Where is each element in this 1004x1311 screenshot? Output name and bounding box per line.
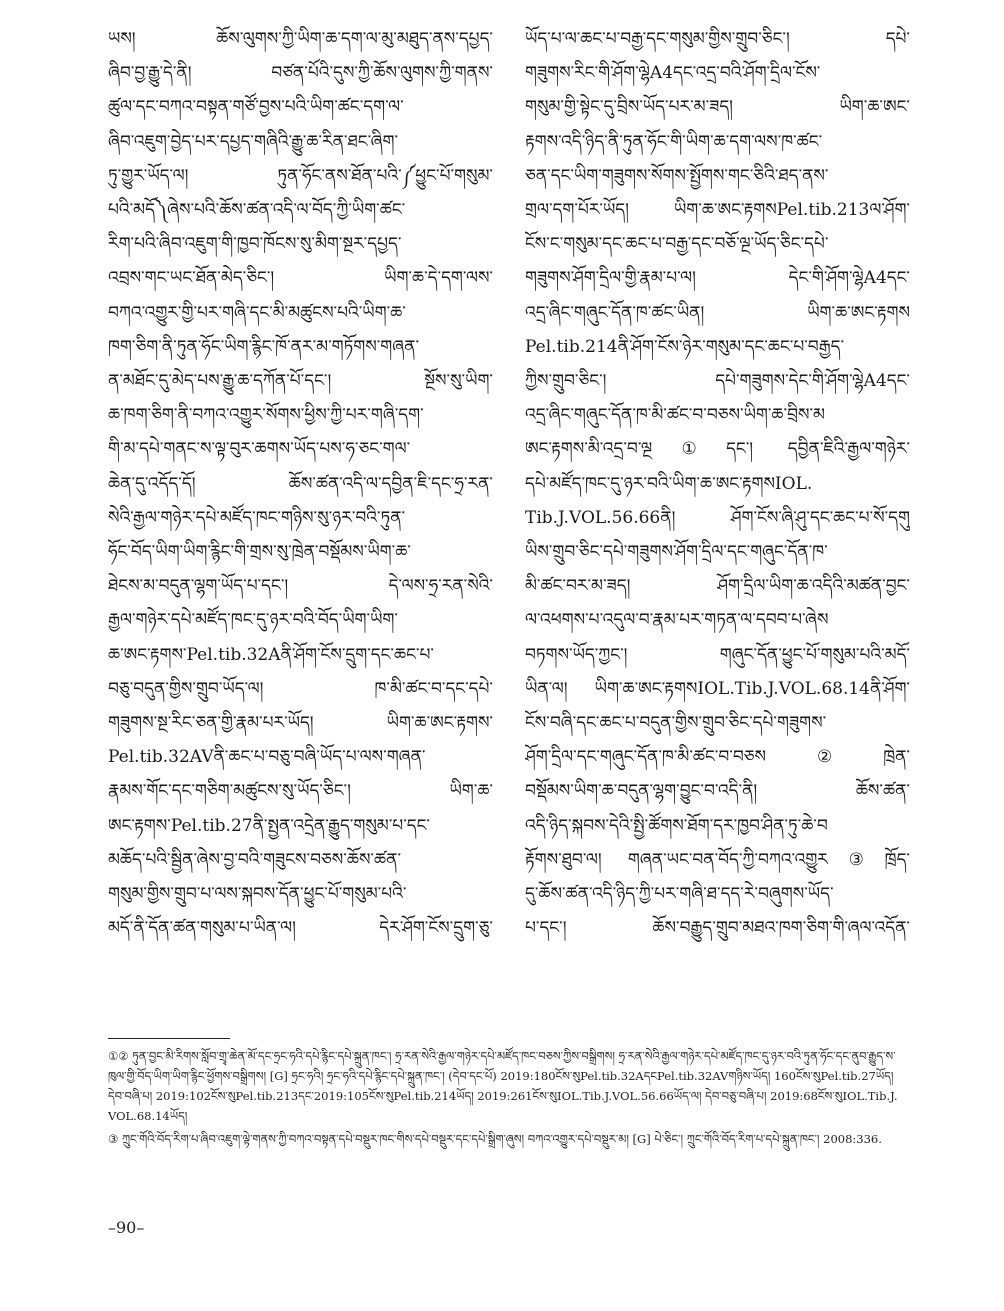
left-column-line: ཆེན་དུ་འདོད་དོ། ཆོས་ཚན་འདི་ལ་དབྱིན་ཇི་དང་ཧྲ་རན་ (108, 473, 493, 494)
footnote-1-2: ①② ཏུན་བྱང་མི་རིགས་སློབ་གྲྭ་ཆེན་མོ་དང་ཧྲང་ཧའི་དཔེ་རྙིང་དཔེ་སྐྲུན་ཁང་། ཧྲ་རན་སེའི་རྒྱལ་གཉེར་དཔེ་མཛོད་ཁང་བཅས་ཀྱིས་བསྒྲིགས། ཧྲ་རན་སེའི་རྒྱལ་གཉེར་དཔེ་མཛོད་ཁང་དུ་ཉར་བའི་ཏུན་ཧོང་དང་ནུབ་རྒྱུད་ས་ཁུལ་གྱི་བོད་ཡིག་ཡིག་རྙིང་ཕྱོགས་བསྒྲིགས། [G] ཧྲང་ཧའི། ཧྲང་ཧའི་དཔེ་རྙིང་དཔེ་སྐྲུན་ཁང་། (དེབ་དང་པོ) 2019:180ངོས་སུPel.tib.32AདངPel.tib.32AVགཉིས་ཡོད། 160ངོས་སུPel.tib.27ཡོད། དེབ་བཞི་པ། 2019:102ངོས་སུPel.tib.213དང་2019:105ངོས་སུPel.tib.214ཡོད། 2019:261ངོས་སུIOL.Tib.J.VOL.56.66ཡོད་ལ། དེབ་བཅུ་བཞི་པ། 2019:68ངོས་སུIOL.Tib.J.VOL.68.14ཡོད། (108, 1049, 898, 1123)
right-column-line: གཟུགས་ཤོག་དྲིལ་གྱི་རྣམ་པ་ལ། དེང་གི་ཤོག་ལྷེA4དང་ (525, 268, 910, 289)
left-column-line: ཞིབ་བྱ་རྒྱུ་དེ་ནི། བཙན་པོའི་དུས་ཀྱི་ཆོས་ལུགས་ཀྱི་གནས་ (108, 63, 493, 84)
right-column-line: འདི་ཉིད་སྐབས་དེའི་སྤྱི་ཚོགས་ཐོག་དར་ཁྱབ་ཤིན་ཏུ་ཆེ་བ (525, 815, 828, 836)
right-column-line: གསུམ་གྱི་སྟེང་དུ་བྲིས་ཡོད་པར་མ་ཟད། ཡིག་ཆ་ཨང་ (525, 97, 910, 118)
left-column-line: ཚུལ་དང་བཀའ་བསྟན་གཙོ་བྱས་པའི་ཡིག་ཚང་དག་ལ་ (108, 97, 404, 118)
right-column-line: ཨང་རྟགས་མི་འདྲ་བ་ལྔ①དང་། དབྱིན་ཇིའི་རྒྱལ་གཉེར་ (525, 439, 910, 460)
left-column-line: གཟུགས་སྔ་རིང་ཅན་གྱི་རྣམ་པར་ཡོད། ཡིག་ཆ་ཨང་རྟགས་ (108, 713, 493, 734)
right-column-line: ངོས་ང་གསུམ་དང་ཆང་པ་བརྒྱ་དང་བཅོ་ལྔ་ཡོད་ཅིང་དཔེ་ (525, 234, 829, 255)
right-column-line: ཡོད་པ་ལ་ཆང་པ་བརྒྱ་དང་གསུམ་གྱིས་གྲུབ་ཅིང་། དཔེ་ (525, 29, 910, 49)
left-column-line: ཆ་ཁག་ཅིག་ནི་བཀའ་འགྱུར་སོགས་ཕྱིས་ཀྱི་པར་གཞི་དག་ (108, 405, 424, 426)
left-column-line: ཐེངས་མ་བདུན་ལྷག་ཡོད་པ་དང་། དེ་ལས་ཧྲ་རན་སེའི་ (108, 576, 493, 597)
footnote-3: ③ ཀྲུང་གོའི་བོད་རིག་པ་ཞིབ་འཇུག་ལྟེ་གནས་ཀྱི་བཀའ་བསྟན་དཔེ་བསྡུར་ཁང་གིས་དཔེ་བསྡུར་དང་དཔེ་སྒྲིག་ཞུས། བཀའ་འགྱུར་དཔེ་བསྡུར་མ། [G] པེ་ཅིང་། ཀྲུང་གོའི་བོད་རིག་པ་དཔེ་སྐྲུན་ཁང་། 2008:336. (108, 1132, 882, 1146)
left-column-line: ཁག་ཅིག་ནི་ཏུན་ཧོང་ཡིག་རྙིང་ཁོ་ནར་མ་གཏོགས་གཞན་ (108, 336, 420, 357)
left-column-line: བཀའ་འགྱུར་གྱི་པར་གཞི་དང་མི་མཚུངས་པའི་ཡིག་ཆ་ (108, 302, 406, 323)
right-column-line: དཔེ་མཛོད་ཁང་དུ་ཉར་བའི་ཡིག་ཆ་ཨང་རྟགསIOL. (525, 473, 813, 494)
right-column-line: འདྲ་ཞིང་གཞུང་དོན་ཁ་ཚང་ཡིན། ཡིག་ཆ་ཨང་རྟགས (525, 302, 910, 323)
right-text-column (525, 22, 910, 945)
left-column-line: རིག་པའི་ཞིབ་འཇུག་གི་ཁྱབ་ཁོངས་སུ་མིག་སྔར་དཔྱད་ (108, 234, 402, 255)
left-column-line: འབྲས་གང་ཡང་ཐོན་མེད་ཅིང་། ཡིག་ཆ་དེ་དག་ལས་ (108, 268, 493, 289)
left-column-line: ཏུ་གྱུར་ཡོད་ལ། ཏུན་ཧོང་ནས་ཐོན་པའི་༼ཕྱུང་པོ་གསུམ་ (108, 165, 493, 186)
right-column-line: བསྡོམས་ཡིག་ཆ་བདུན་ལྷག་བྱུང་བ་འདི་ནི། ཆོས་ཚན་ (525, 781, 910, 802)
right-column-line: འདྲ་ཞིང་གཞུང་དོན་ཁ་མི་ཚང་བ་བཅས་ཡིག་ཆ་བྲིས་མ (525, 405, 825, 426)
left-column-line: སེའི་རྒྱལ་གཉེར་དཔེ་མཛོད་ཁང་གཉིས་སུ་ཉར་བའི་ཏུན་ (108, 507, 406, 528)
right-column-line: ཤོག་དྲིལ་དང་གཞུང་དོན་ཁ་མི་ཚང་བ་བཅས②ཁྲེན་ (525, 747, 910, 768)
right-column-line: ཅན་དང་ཡིག་གཟུགས་སོགས་སྤྱོགས་གང་ཅིའི་ཐད་ནས་ (525, 165, 829, 186)
page-number: –90– (108, 1218, 145, 1237)
footnote-separator-rule (108, 1038, 230, 1039)
right-column-line: རྟགས་འདི་ཉིད་ནི་ཏུན་ཧོང་གི་ཡིག་ཆ་དག་ལས་ཁ་ཚང་ (525, 131, 823, 152)
left-column-line: གི་མ་དཔེ་གནང་ས་ལྟ་བུར་ཆགས་ཡོད་པས་ཧ་ཅང་གལ་ (108, 439, 411, 460)
left-column-line: མཆོད་པའི་སྦྱིན་ཞེས་བྱ་བའི་གཟུངས་བཅས་ཆོས་ཚན་ (108, 849, 402, 870)
left-column-line: པའི་མདོ༽ཞེས་པའི་ཆོས་ཚན་འདི་ལ་བོད་ཀྱི་ཡིག་ཚང་ (108, 200, 406, 221)
right-column-line: མི་ཚང་བར་མ་ཟད། ཤོག་དྲིལ་ཡིག་ཆ་འདིའི་མཚན་བྱང་ (525, 576, 910, 597)
left-column-line: རྣམས་གོང་དང་གཅིག་མཚུངས་སུ་ཡོད་ཅིང་། ཡིག་ཆ་ (108, 781, 493, 802)
right-column-line: གྲལ་དག་པོར་ཡོད། ཡིག་ཆ་ཨང་རྟགསPel.tib.213ལ་ཤོག་ (525, 200, 910, 221)
left-column-line: Pel.tib.32AVནི་ཆང་པ་བཅུ་བཞི་ཡོད་པ་ལས་གཞན་ (108, 747, 426, 768)
right-column-line: ཡིས་གྲུབ་ཅིང་དཔེ་གཟུགས་ཤོག་དྲིལ་དང་གཞུང་དོན་ཁ་ (525, 542, 828, 563)
left-column-line: གསུམ་གྱིས་གྲུབ་པ་ལས་སྐབས་དོན་ཕྱུང་པོ་གསུམ་པའི་ (108, 884, 407, 905)
right-column-line: ལ་འཕགས་པ་འདུལ་བ་རྣམ་པར་གཏན་ལ་དབབ་པ་ཞེས (525, 610, 829, 631)
right-column-line: ངོས་བཞི་དང་ཆང་པ་བདུན་གྱིས་གྲུབ་ཅིང་དཔེ་གཟུགས་ (525, 713, 827, 734)
right-column-line: པ་དང་། ཆོས་བརྒྱུད་གྲུབ་མཐའ་ཁག་ཅིག་གི་ཞལ་འདོན་ (525, 918, 910, 939)
left-column-line: ཡས། ཆོས་ལུགས་ཀྱི་ཡིག་ཆ་དག་ལ་མུ་མཐུད་ནས་དཔྱད་ (108, 29, 493, 49)
right-column-line: Tib.J.VOL.56.66ནི། ཤོག་ངོས་ཞི་ཤུ་དང་ཆང་པ་སོ་དགུ (525, 507, 910, 528)
left-column-line: རྒྱལ་གཉེར་དཔེ་མཛོད་ཁང་དུ་ཉར་བའི་བོད་ཡིག་ཡིག་ (108, 610, 398, 631)
right-column-line: ཡིན་ལ། ཡིག་ཆ་ཨང་རྟགསIOL.Tib.J.VOL.68.14ནི་ཤོག་ (525, 678, 910, 699)
right-column-line: རྟོགས་ཐུབ་ལ། གཞན་ཡང་བན་བོད་ཀྱི་བཀའ་འགྱུར③ཁྲོད་ (525, 849, 910, 870)
left-column-line: ན་མཐོང་དུ་མེད་པས་རྒྱུ་ཆ་དཀོན་པོ་དང་། སྔོས་སུ་ཡིག་ (108, 371, 493, 392)
right-column-line: Pel.tib.214ནི་ཤོག་ངོས་ཉེར་གསུམ་དང་ཆང་པ་བརྒྱད་ (525, 336, 845, 357)
right-column-line: ཀྱིས་གྲུབ་ཅིང་། དཔེ་གཟུགས་དེང་གི་ཤོག་ལྷེA4དང་ (525, 371, 910, 392)
left-column-line: མདོ་ནི་དོན་ཚན་གསུམ་པ་ཡིན་ལ། དེར་ཤོག་ངོས་དྲུག་ཅུ་ (108, 918, 493, 939)
left-column-line: ཧོང་བོད་ཡིག་ཡིག་རྙིང་གི་གྲས་སུ་ཁྲེན་བསྡོམས་ཡིག་ཆ་ (108, 542, 411, 563)
left-column-line: ཆ་ཨང་རྟགས་Pel.tib.32Aནི་ཤོག་ངོས་དྲུག་དང་ཆང་པ་ (108, 644, 434, 665)
right-column-line: གཟུགས་རིང་གི་ཤོག་ལྷེA4དང་འདྲ་བའི་ཤོག་དྲིལ་ངོས་ (525, 63, 821, 84)
right-column-line: བཏགས་ཡོད་ཀྱང་། གཞུང་དོན་ཕྱུང་པོ་གསུམ་པའི་མདོ་ (525, 644, 910, 665)
right-column-line: དུ་ཆོས་ཚན་འདི་ཉིད་ཀྱི་པར་གཞི་ཐ་དད་རེ་བཞུགས་ཡོད་ (525, 884, 834, 905)
footnotes-block (108, 1046, 903, 1152)
left-column-line: ཞིབ་འཇུག་བྱེད་པར་དཔྱད་གཞིའི་རྒྱུ་ཆ་རིན་ཐང་ཞིག་ (108, 131, 399, 152)
left-text-column (108, 22, 493, 945)
left-column-line: ཨང་རྟགས་Pel.tib.27ནི་སྤྱན་འདྲེན་རྒྱུད་གསུམ་པ་དང་ (108, 815, 430, 836)
left-column-line: བཅུ་བདུན་གྱིས་གྲུབ་ཡོད་ལ། ཁ་མི་ཚང་བ་དང་དཔེ་ (108, 678, 493, 699)
